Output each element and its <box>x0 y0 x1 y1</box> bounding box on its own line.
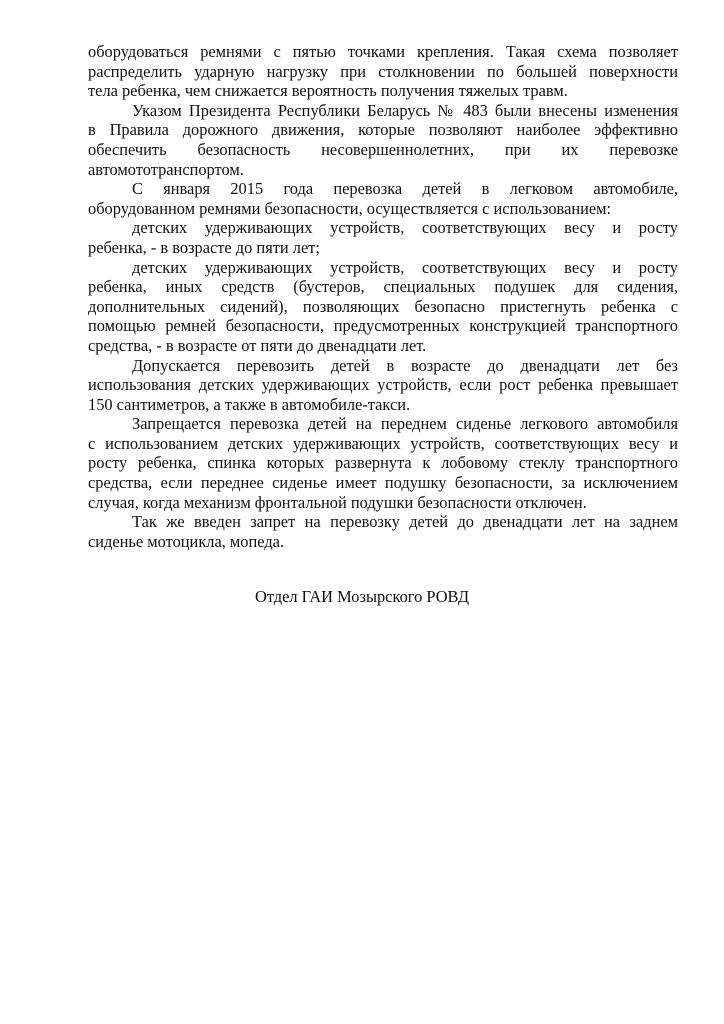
text-line: использования детских удерживающих устройств, если рост ребенка превышает <box>88 375 678 395</box>
paragraph <box>88 101 678 179</box>
paragraph <box>88 414 678 512</box>
text-line: росту ребенка, спинка которых развернута к лобовому стеклу транспортного <box>88 453 678 473</box>
text-line: случая, когда механизм фронтальной подушки безопасности отключен. <box>88 492 587 512</box>
paragraph <box>88 179 678 218</box>
text-line: детских удерживающих устройств, соответствующих весу и росту <box>132 257 678 277</box>
text-line: в Правила дорожного движения, которые позволяют наиболее эффективно <box>88 120 678 140</box>
text-line: автомототранспортом. <box>88 159 244 179</box>
text-line: дополнительных сидений), позволяющих безопасно пристегнуть ребенка с <box>88 296 678 316</box>
text-line: Запрещается перевозка детей на переднем сиденье легкового автомобиля <box>132 414 678 434</box>
text-line: Допускается перевозить детей в возрасте до двенадцати лет без <box>132 355 678 375</box>
text-line: ребенка, иных средств (бустеров, специальных подушек для сидения, <box>88 277 678 297</box>
text-line: ребенка, - в возрасте до пяти лет; <box>88 237 320 257</box>
text-line: помощью ремней безопасности, предусмотренных конструкцией транспортного <box>88 316 678 336</box>
text-line: сиденье мотоцикла, мопеда. <box>88 531 285 551</box>
text-line: с использованием детских удерживающих устройств, соответствующих весу и <box>88 433 678 453</box>
text-line: средства, если переднее сиденье имеет подушку безопасности, за исключением <box>88 473 678 493</box>
document-body <box>88 42 678 551</box>
text-line: 150 сантиметров, а также в автомобиле-такси. <box>88 394 411 414</box>
text-line: Так же введен запрет на перевозку детей до двенадцати лет на заднем <box>132 512 678 532</box>
paragraph <box>88 512 678 551</box>
text-line: детских удерживающих устройств, соответствующих весу и росту <box>132 218 678 238</box>
text-line: оборудоваться ремнями с пятью точками крепления. Такая схема позволяет <box>88 42 678 61</box>
text-line: С января 2015 года перевозка детей в легковом автомобиле, <box>132 179 678 199</box>
text-line: оборудованном ремнями безопасности, осуществляется с использованием: <box>88 198 612 218</box>
text-line: распределить ударную нагрузку при столкновении по большей поверхности <box>88 61 678 81</box>
list-item <box>88 258 678 356</box>
paragraph <box>88 42 678 101</box>
text-line: Указом Президента Республики Беларусь № 483 были внесены изменения <box>132 100 678 120</box>
signature: Отдел ГАИ Мозырского РОВД <box>254 587 470 606</box>
text-line: обеспечить безопасность несовершеннолетних, при их перевозке <box>88 139 678 159</box>
text-line: тела ребенка, чем снижается вероятность получения тяжелых травм. <box>88 81 568 101</box>
list-item <box>88 218 678 257</box>
paragraph <box>88 356 678 415</box>
text-line: средства, - в возрасте от пяти до двенадцати лет. <box>88 335 427 355</box>
